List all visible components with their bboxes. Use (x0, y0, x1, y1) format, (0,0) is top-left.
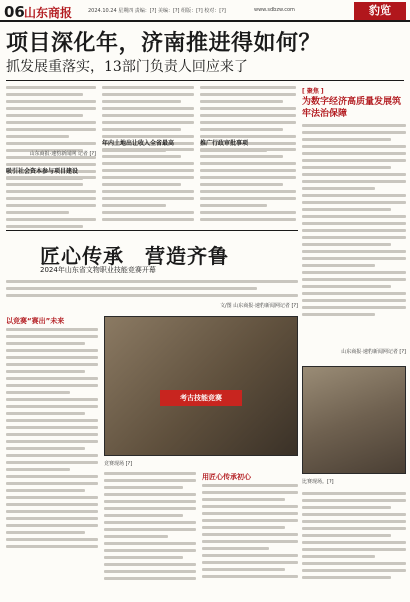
divider (6, 80, 404, 81)
story2-photo-caption: 比赛现场。[?] (302, 479, 334, 485)
story2-photo-caption: 竞赛现场 [?] (104, 461, 133, 467)
story2-column (6, 328, 98, 552)
story2-section-head: 用匠心传承初心 (202, 473, 251, 481)
story1-section-head: 年内土地出让收入全省最高 (102, 140, 175, 147)
story2-subheadline: 2024年山东省文物职业技能竞赛开幕 (40, 266, 156, 274)
website: www.sdbzw.com (254, 7, 295, 13)
sidebar-column (302, 124, 406, 320)
page-number: 06 (4, 3, 25, 21)
story1-section-head: 吸引社会资本参与项目建设 (6, 168, 79, 175)
paper-name: 山东商报 (24, 6, 73, 20)
story2-column (302, 492, 406, 583)
story2-photo (104, 316, 298, 456)
story1-subheadline: 抓发展重落实，13部门负责人回应来了 (6, 59, 248, 75)
sidebar-title: 为数字经济高质量发展筑牢法治保障 (302, 97, 402, 119)
issue-meta: 2024.10.24 星期四 责编：[?] 美编：[?] 组版：[?] 校对：[?] (88, 8, 226, 14)
divider (6, 230, 298, 231)
story2-section-head: 以竞赛“赛出”未来 (6, 317, 65, 325)
story1-byline: 山东商报·速豹新闻网 记者 [?] (29, 151, 96, 157)
sidebar-byline: 山东商报·速豹新闻网记者 [?] (341, 349, 406, 355)
story2-intro (6, 280, 298, 301)
sidebar-tag: [ 聚焦 ] (302, 88, 324, 95)
story1-column (102, 148, 194, 225)
section-flag: 豹览 (354, 2, 406, 20)
story1-column (6, 176, 96, 232)
photo-banner: 考古技能竞赛 (160, 390, 242, 406)
story2-column (104, 472, 196, 584)
masthead (0, 0, 410, 22)
story1-column (200, 148, 296, 225)
story1-section-head: 推广行政审批事项 (200, 140, 249, 147)
story1-headline: 项目深化年，济南推进得如何？ (6, 30, 322, 56)
story2-byline: 文/图 山东商报·速豹新闻网记者 [?] (219, 303, 298, 309)
story2-column (202, 484, 298, 582)
story2-photo (302, 366, 406, 474)
story2-headline: 匠心传承 营造齐鲁 (40, 244, 229, 268)
